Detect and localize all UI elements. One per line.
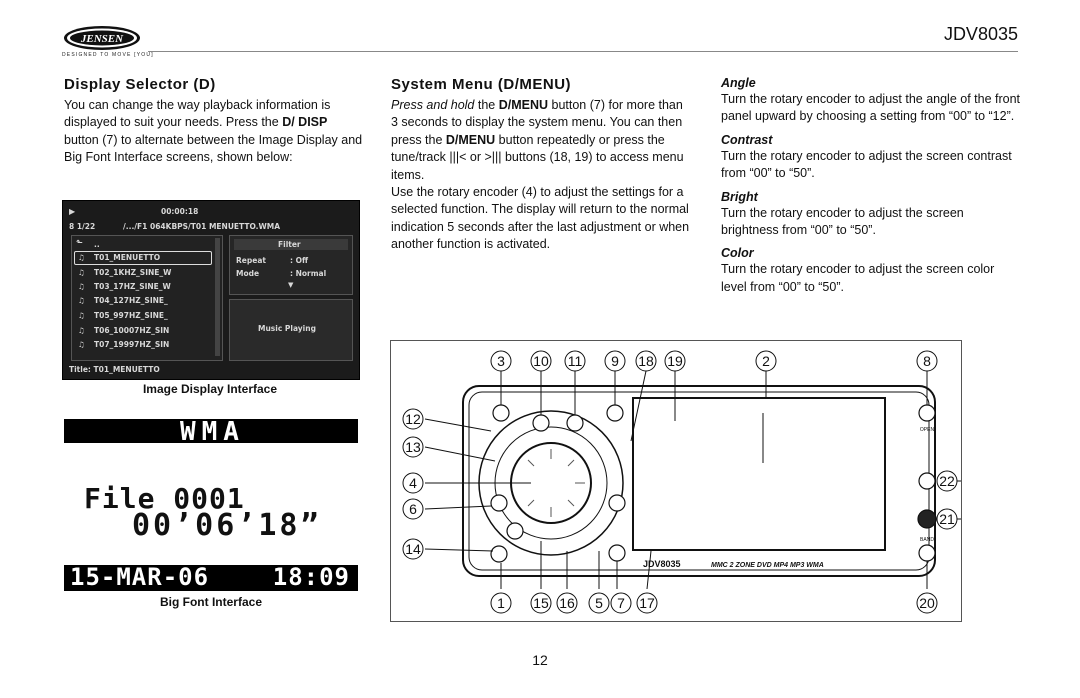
- callout-label: 20: [919, 595, 935, 611]
- list-item: ..: [94, 240, 100, 249]
- callout-label: 4: [409, 475, 417, 491]
- image-display-caption: Image Display Interface: [142, 382, 278, 396]
- list-item: T07_19997HZ_SIN: [94, 340, 170, 349]
- unit-model-label: JDV8035: [643, 559, 681, 569]
- track-count: 8 1/22: [69, 222, 96, 231]
- system-menu-heading: System Menu (D/MENU): [391, 76, 572, 93]
- file-number: File 0001: [84, 482, 245, 515]
- play-icon: ▶: [69, 207, 76, 216]
- callouts-bottom: [491, 593, 937, 613]
- setting-text: Turn the rotary encoder to adjust the screen color level from “00” to “50”.: [721, 262, 995, 294]
- title-line: Title: T01_MENUETTO: [69, 365, 160, 374]
- file-list: [71, 235, 223, 361]
- playback-time: 00’06’18”: [132, 508, 322, 543]
- callout-label: 7: [617, 595, 625, 611]
- folder-up-icon: ⬑: [76, 238, 83, 247]
- format-text: WMA: [180, 417, 245, 447]
- music-note-icon: ♫: [78, 296, 85, 305]
- status-panel: [229, 299, 353, 361]
- callout-label: 1: [497, 595, 505, 611]
- image-display-screenshot: [62, 200, 360, 380]
- file-path: /.../F1 064KBPS/T01 MENUETTO.WMA: [123, 222, 281, 231]
- music-note-icon: ♫: [78, 253, 85, 262]
- mode-value: : Normal: [290, 269, 327, 278]
- front-panel-diagram: [390, 340, 962, 622]
- filter-panel: [229, 235, 353, 295]
- music-note-icon: ♫: [78, 282, 85, 291]
- list-item: T05_997HZ_SINE_: [94, 311, 168, 320]
- callout-label: 10: [533, 353, 549, 369]
- callout-label: 2: [762, 353, 770, 369]
- setting-name: Color: [721, 246, 754, 261]
- clock-text: 18:09: [272, 563, 350, 591]
- list-item: T02_1KHZ_SINE_W: [94, 268, 172, 277]
- repeat-label: Repeat: [236, 256, 266, 265]
- callout-label: 13: [405, 439, 421, 455]
- callout-label: 15: [533, 595, 549, 611]
- elapsed-time: 00:00:18: [161, 207, 199, 216]
- tagline: DESIGNED TO MOVE [YOU]: [62, 52, 154, 58]
- setting-text: Turn the rotary encoder to adjust the angle of the front panel upward by choosing a setting from “00” to “12”.: [721, 92, 1021, 124]
- callout-label: 22: [939, 473, 955, 489]
- list-item: T06_10007HZ_SIN: [94, 326, 170, 335]
- setting-text: Turn the rotary encoder to adjust the screen brightness from “00” to “50”.: [721, 205, 964, 238]
- setting-name: Bright: [721, 189, 758, 204]
- setting-name: Angle: [721, 76, 756, 90]
- callout-label: 11: [567, 353, 583, 369]
- callout-label: 12: [405, 411, 421, 427]
- band-label: BAND: [920, 537, 934, 543]
- page-number: 12: [532, 652, 548, 668]
- music-note-icon: ♫: [78, 326, 85, 335]
- music-note-icon: ♫: [78, 311, 85, 320]
- feature-strip: MMC 2 ZONE DVD MP4 MP3 WMA: [711, 562, 824, 569]
- callout-label: 18: [638, 353, 654, 369]
- callouts-left: [403, 409, 423, 559]
- filter-label: Filter: [278, 240, 301, 249]
- display-selector-text: You can change the way playback information is displayed to suit your needs. Press the D/ DISP button (7) to alternate between the Image Display and Big Font Interface screens, shown below:: [64, 98, 363, 165]
- callout-label: 5: [595, 595, 603, 611]
- setting-text: Turn the rotary encoder to adjust the screen contrast from “00” to “50”.: [721, 148, 1012, 181]
- big-font-caption: Big Font Interface: [159, 595, 262, 609]
- callout-label: 21: [939, 511, 955, 527]
- list-item: T01_MENUETTO: [94, 253, 161, 262]
- mode-label: Mode: [236, 269, 260, 278]
- display-selector-heading: Display Selector (D): [64, 76, 216, 93]
- setting-name: Contrast: [721, 132, 773, 147]
- callout-label: 8: [923, 353, 931, 369]
- callout-label: 9: [611, 353, 619, 369]
- settings-list: [721, 75, 1021, 302]
- svg-text:JENSEN: JENSEN: [80, 33, 124, 45]
- music-note-icon: ♫: [78, 268, 85, 277]
- callouts-right: [937, 471, 957, 529]
- screen: [633, 398, 885, 550]
- format-bar: [64, 417, 358, 447]
- date-bar: [64, 565, 358, 591]
- playing-status: Music Playing: [258, 324, 316, 333]
- callout-label: 17: [639, 595, 655, 611]
- date-text: 15-MAR-06: [70, 563, 210, 591]
- system-menu-text: Press and hold the D/MENU button (7) for more than 3 seconds to display the system menu. You can then press the D/MENU button repeatedly or press the tune/track |||< or >||| buttons (18, 19) to access menu items. Use the rotary encoder (4) to adjust the settings for a selected function. The display will return to the normal indication 5 seconds after the last adjustment or when another function is activated.: [391, 98, 690, 252]
- chevron-down-icon: ▼: [288, 281, 294, 289]
- list-scrollbar: [215, 238, 220, 356]
- header-rule: [148, 51, 1018, 52]
- model-number: JDV8035: [943, 24, 1018, 44]
- repeat-value: : Off: [290, 256, 309, 265]
- callouts-top: [491, 351, 937, 371]
- callout-label: 19: [667, 353, 683, 369]
- open-label: OPEN: [919, 427, 935, 433]
- callout-label: 6: [409, 501, 417, 517]
- callout-label: 14: [405, 541, 421, 557]
- list-item: T04_127HZ_SINE_: [94, 296, 168, 305]
- jensen-logo: [62, 24, 142, 52]
- list-item: T03_17HZ_SINE_W: [94, 282, 171, 291]
- callout-label: 3: [497, 353, 505, 369]
- music-note-icon: ♫: [78, 340, 85, 349]
- callout-label: 16: [559, 595, 575, 611]
